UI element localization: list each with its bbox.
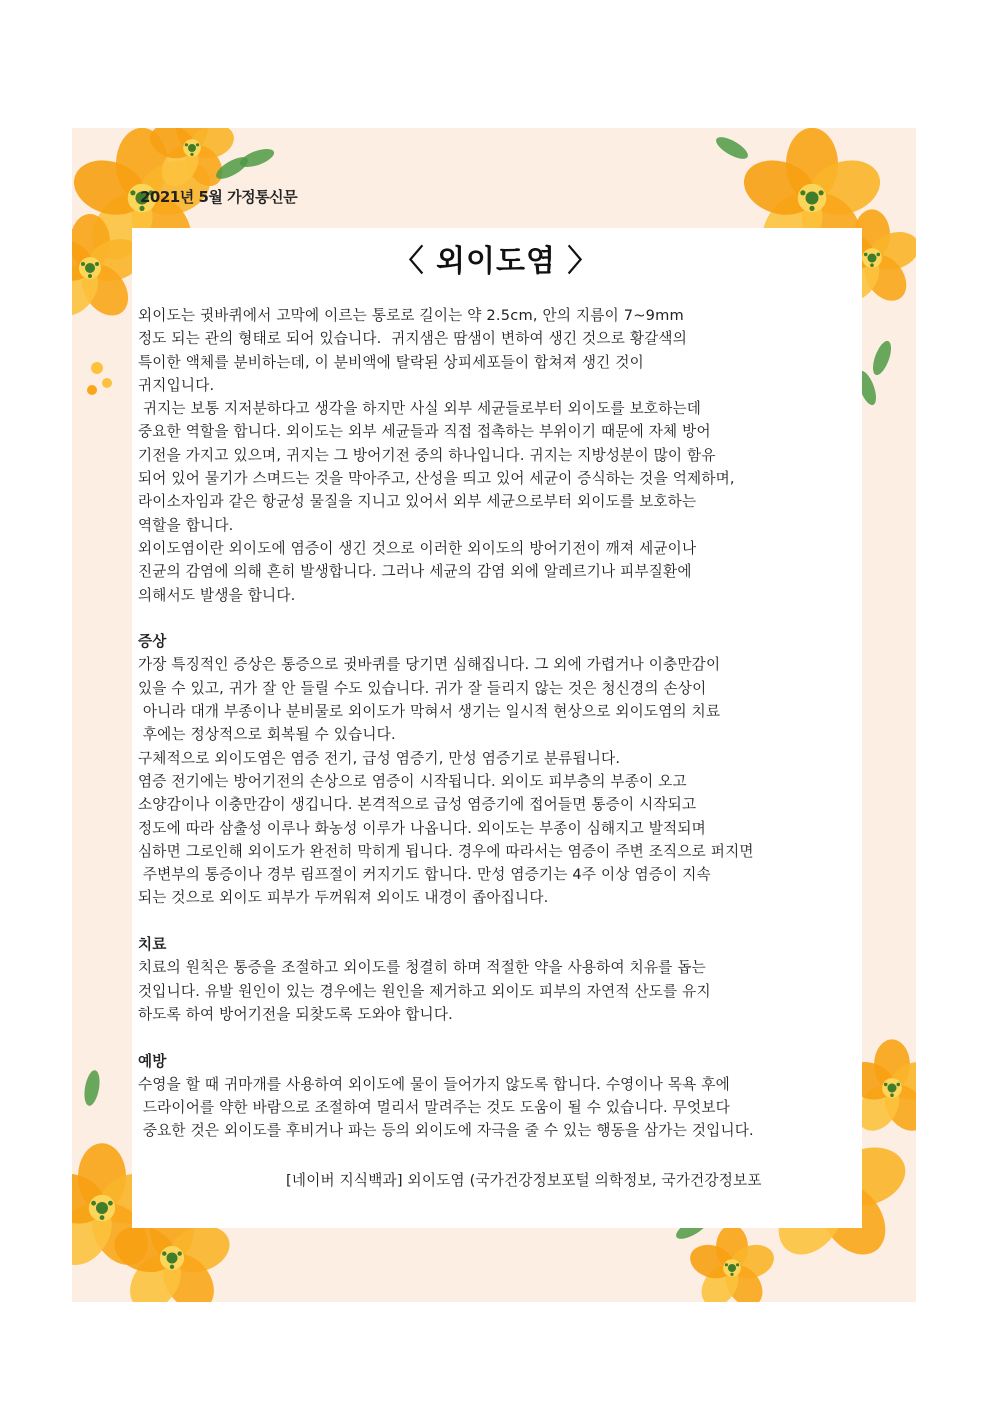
page-title: 〈 외이도염 〉: [393, 244, 599, 279]
text-line: 기전을 가지고 있으며, 귀지는 그 방어기전 중의 하나입니다. 귀지는 지방성분이 많이 함유: [138, 446, 716, 464]
text-line: 외이도염이란 외이도에 염증이 생긴 것으로 이러한 외이도의 방어기전이 깨져 세균이나: [138, 539, 697, 557]
treatment-section: [138, 956, 898, 1026]
text-line: 심하면 그로인해 외이도가 완전히 막히게 됩니다. 경우에 따라서는 염증이 주변 조직으로 퍼지면: [138, 842, 754, 860]
text-line: 것입니다. 유발 원인이 있는 경우에는 원인을 제거하고 외이도 피부의 자연적 산도를 유지: [138, 982, 711, 1000]
source-citation: [네이버 지식백과] 외이도염 (국가건강정보포털 의학정보, 국가건강정보포: [286, 1172, 762, 1189]
text-line: 치료의 원칙은 통증을 조절하고 외이도를 청결히 하며 적절한 약을 사용하여 치유를 돕는: [138, 959, 706, 977]
text-line: 귀지입니다.: [138, 376, 215, 394]
text-line: 정도에 따라 삼출성 이루나 화농성 이루가 나옵니다. 외이도는 부종이 심해지고 발적되며: [138, 819, 706, 837]
text-line: 염증 전기에는 방어기전의 손상으로 염증이 시작됩니다. 외이도 피부층의 부종이 오고: [138, 772, 687, 790]
green-leaf-icon: [82, 1069, 102, 1107]
text-line: 소양감이나 이충만감이 생깁니다. 본격적으로 급성 염증기에 접어들면 통증이 시작되고: [138, 796, 697, 814]
text-line: 후에는 정상적으로 회복될 수 있습니다.: [138, 726, 396, 744]
orange-flower-icon: [686, 1225, 778, 1302]
green-leaf-icon: [713, 133, 751, 163]
text-line: 진균의 감염에 의해 흔히 발생합니다. 그러나 세균의 감염 외에 알레르기나 피부질환에: [138, 563, 692, 581]
text-line: 중요한 것은 외이도를 후비거나 파는 등의 외이도에 자극을 줄 수 있는 행동을 삼가는 것입니다.: [138, 1122, 754, 1140]
newsletter-label: 2021년 5월 가정통신문: [140, 188, 298, 206]
text-line: 특이한 액체를 분비하는데, 이 분비액에 탈락된 상피세포들이 합쳐져 생긴 것이: [138, 353, 644, 371]
text-line: 수영을 할 때 귀마개를 사용하여 외이도에 물이 들어가지 않도록 합니다. 수영이나 목욕 후에: [138, 1075, 730, 1093]
text-line: 가장 특징적인 증상은 통증으로 귓바퀴를 당기면 심해집니다. 그 외에 가렵거나 이충만감이: [138, 656, 721, 674]
text-line: 구체적으로 외이도염은 염증 전기, 급성 염증기, 만성 염증기로 분류됩니다.: [138, 749, 621, 767]
text-line: 하도록 하여 방어기전을 되찾도록 도와야 합니다.: [138, 1005, 453, 1023]
text-line: 외이도는 귓바퀴에서 고막에 이르는 통로로 길이는 약 2.5cm, 안의 지름이 7~9mm: [138, 307, 684, 324]
intro-section: [138, 304, 898, 607]
text-line: 있을 수 있고, 귀가 잘 안 들릴 수도 있습니다. 귀가 잘 들리지 않는 것은 청신경의 손상이: [138, 679, 707, 697]
article-body: [138, 304, 898, 1143]
text-line: 드라이어를 약한 바람으로 조절하여 멀리서 말려주는 것도 도움이 될 수 있습니다. 무엇보다: [138, 1099, 730, 1117]
text-line: 의해서도 발생을 합니다.: [138, 586, 296, 604]
symptoms-heading: 증상: [138, 633, 167, 651]
text-line: 중요한 역할을 합니다. 외이도는 외부 세균들과 직접 접촉하는 부위이기 때문에 자체 방어: [138, 423, 711, 441]
text-line: 정도 되는 관의 형태로 되어 있습니다. 귀지샘은 땀샘이 변하여 생긴 것으로 황갈색의: [138, 330, 688, 348]
prevention-section: [138, 1073, 898, 1143]
text-line: 되는 것으로 외이도 피부가 두꺼워져 외이도 내경이 좁아집니다.: [138, 889, 549, 907]
text-line: 되어 있어 물기가 스며드는 것을 막아주고, 산성을 띄고 있어 세균이 증식하는 것을 억제하며,: [138, 470, 735, 488]
text-line: 귀지는 보통 지저분하다고 생각을 하지만 사실 외부 세균들로부터 외이도를 보호하는데: [138, 400, 702, 418]
treatment-heading: 치료: [138, 936, 167, 954]
prevention-heading: 예방: [138, 1052, 167, 1070]
text-line: 주변부의 통증이나 경부 림프절이 커지기도 합니다. 만성 염증기는 4주 이상 염증이 지속: [138, 866, 711, 884]
text-line: 역할을 합니다.: [138, 516, 234, 534]
symptoms-section: [138, 653, 898, 909]
text-line: 아니라 대개 부종이나 분비물로 외이도가 막혀서 생기는 일시적 현상으로 외이도염의 치료: [138, 703, 721, 721]
text-line: 라이소자임과 같은 항균성 물질을 지니고 있어서 외부 세균으로부터 외이도를 보호하는: [138, 493, 697, 511]
